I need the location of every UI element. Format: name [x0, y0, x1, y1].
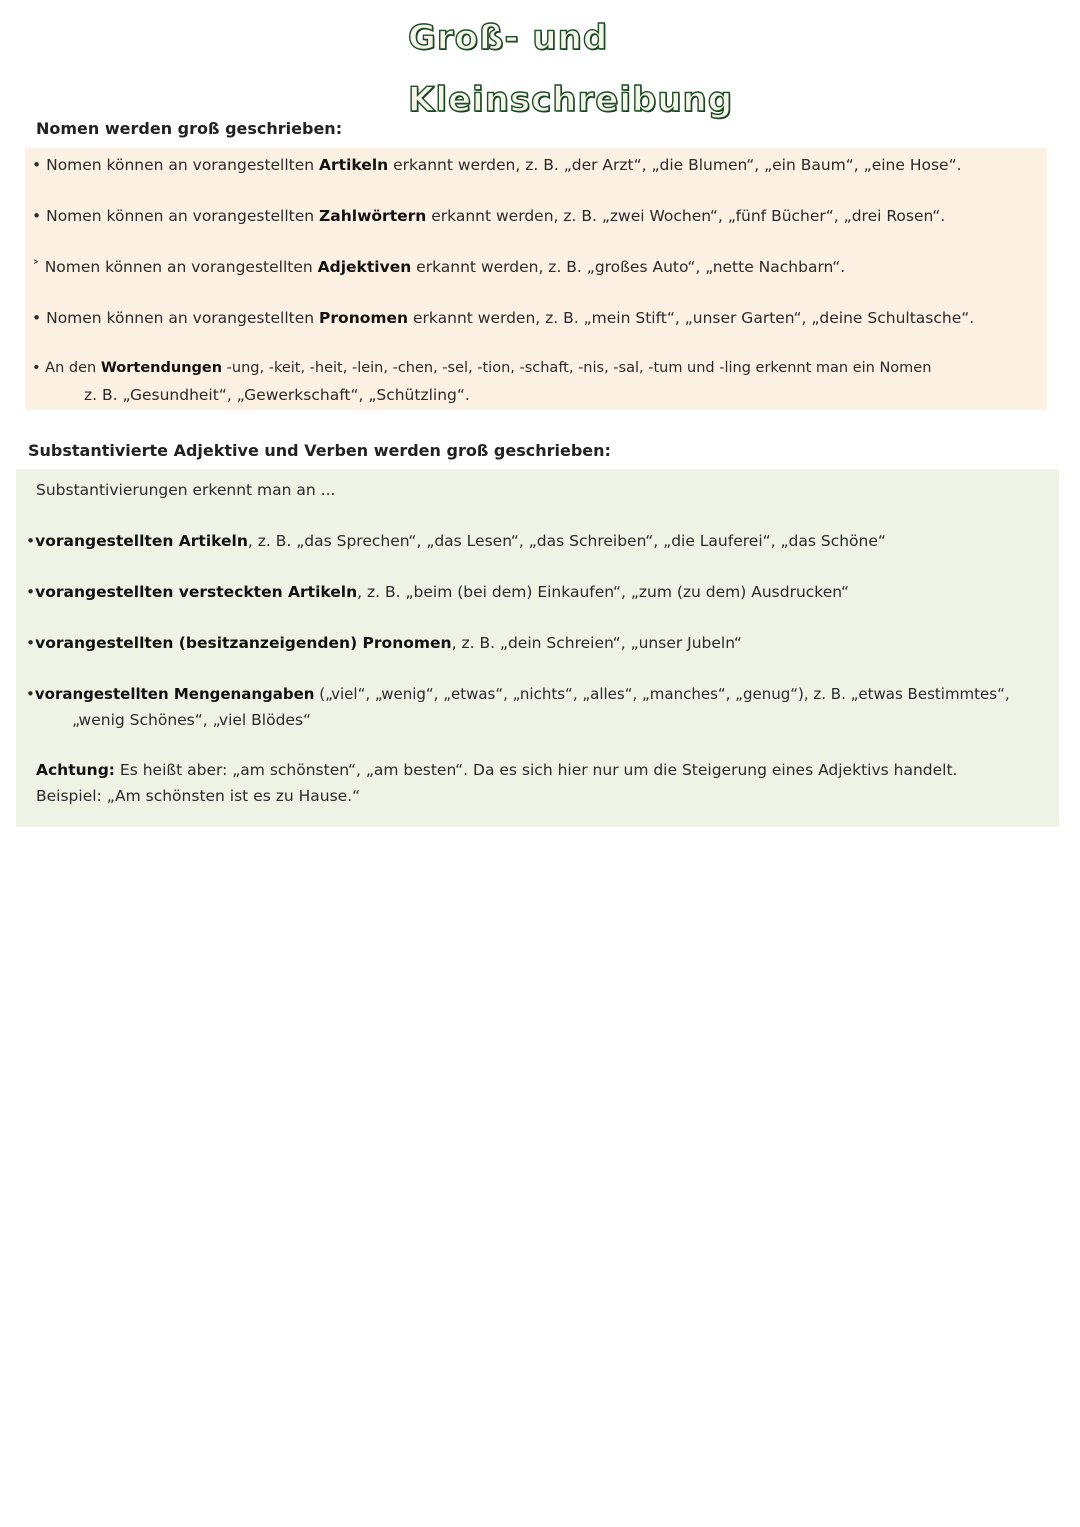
rule-keyword: vorangestellten (besitzanzeigenden) Pronomen	[35, 634, 452, 652]
page-title-line-1: Groß- und	[408, 18, 609, 58]
rule-text: Nomen können an vorangestellten	[44, 258, 318, 276]
rule-text: , z. B. „beim (bei dem) Einkaufen“, „zum (zu dem) Ausdrucken“	[357, 583, 849, 601]
bullet-icon: •	[26, 634, 36, 652]
bullet-icon: •	[26, 532, 36, 550]
rule-text: erkannt werden, z. B. „mein Stift“, „unser Garten“, „deine Schultasche“.	[408, 309, 975, 327]
substantivierung-rule-mengenangaben-examples: „wenig Schönes“, „viel Blödes“	[72, 711, 312, 729]
substantivierung-rule-mengenangaben	[26, 685, 1010, 703]
nomen-rule-wortendungen-examples: z. B. „Gesundheit“, „Gewerkschaft“, „Schützling“.	[84, 386, 470, 404]
bullet-icon: •	[26, 583, 36, 601]
bullet-icon: ˃	[32, 258, 40, 276]
bullet-icon: •	[26, 685, 35, 703]
nomen-rule-pronomen	[32, 309, 974, 327]
rule-keyword: Wortendungen	[100, 360, 223, 376]
nomen-rule-wortendungen	[32, 360, 931, 376]
page-title-line-2: Kleinschreibung	[408, 80, 734, 120]
bullet-icon: •	[32, 309, 42, 327]
nomen-rule-artikel	[32, 156, 962, 174]
rule-text: erkannt werden, z. B. „zwei Wochen“, „fünf Bücher“, „drei Rosen“.	[426, 207, 946, 225]
rule-keyword: Zahlwörtern	[319, 207, 427, 225]
rule-text: , z. B. „das Sprechen“, „das Lesen“, „das Schreiben“, „die Lauferei“, „das Schöne“	[247, 532, 886, 550]
rule-keyword: vorangestellten versteckten Artikeln	[35, 583, 358, 601]
rule-text: erkannt werden, z. B. „großes Auto“, „nette Nachbarn“.	[411, 258, 846, 276]
bullet-icon: •	[32, 156, 42, 174]
note-label: Achtung:	[36, 761, 115, 779]
rule-text: erkannt werden, z. B. „der Arzt“, „die Blumen“, „ein Baum“, „eine Hose“.	[388, 156, 962, 174]
rule-keyword: Pronomen	[319, 309, 409, 327]
substantivierung-rule-pronomen	[26, 634, 742, 652]
rule-text: , z. B. „dein Schreien“, „unser Jubeln“	[451, 634, 742, 652]
achtung-example: Beispiel: „Am schönsten ist es zu Hause.“	[36, 787, 361, 805]
rule-keyword: vorangestellten Artikeln	[35, 532, 248, 550]
rule-text: Nomen können an vorangestellten	[46, 207, 320, 225]
substantivierung-rule-versteckte-artikel	[26, 583, 849, 601]
rule-text: („viel“, „wenig“, „etwas“, „nichts“, „alles“, „manches“, „genug“), z. B. „etwas Bestimmtes“,	[314, 685, 1010, 703]
nomen-rule-adjektive	[32, 258, 845, 276]
rule-keyword: vorangestellten Mengenangaben	[34, 685, 315, 703]
rule-text: An den	[45, 360, 101, 376]
bullet-icon: •	[32, 360, 41, 376]
bullet-icon: •	[32, 207, 42, 225]
rule-text: -ung, -keit, -heit, -lein, -chen, -sel, -tion, -schaft, -nis, -sal, -tum und -ling erkennt man ein Nomen	[222, 360, 932, 376]
section2-heading: Substantivierte Adjektive und Verben werden groß geschrieben:	[28, 441, 611, 460]
section1-heading: Nomen werden groß geschrieben:	[36, 119, 343, 138]
achtung-note	[36, 761, 957, 779]
substantivierung-intro: Substantivierungen erkennt man an ...	[36, 481, 336, 499]
substantivierung-rule-artikel	[26, 532, 886, 550]
nomen-rule-zahlwoerter	[32, 207, 945, 225]
rule-text: Nomen können an vorangestellten	[46, 156, 320, 174]
rule-text: Nomen können an vorangestellten	[46, 309, 320, 327]
note-text: Es heißt aber: „am schönsten“, „am besten“. Da es sich hier nur um die Steigerung eines Adjektivs handelt.	[115, 761, 958, 779]
rule-keyword: Adjektiven	[317, 258, 412, 276]
rule-keyword: Artikeln	[319, 156, 389, 174]
